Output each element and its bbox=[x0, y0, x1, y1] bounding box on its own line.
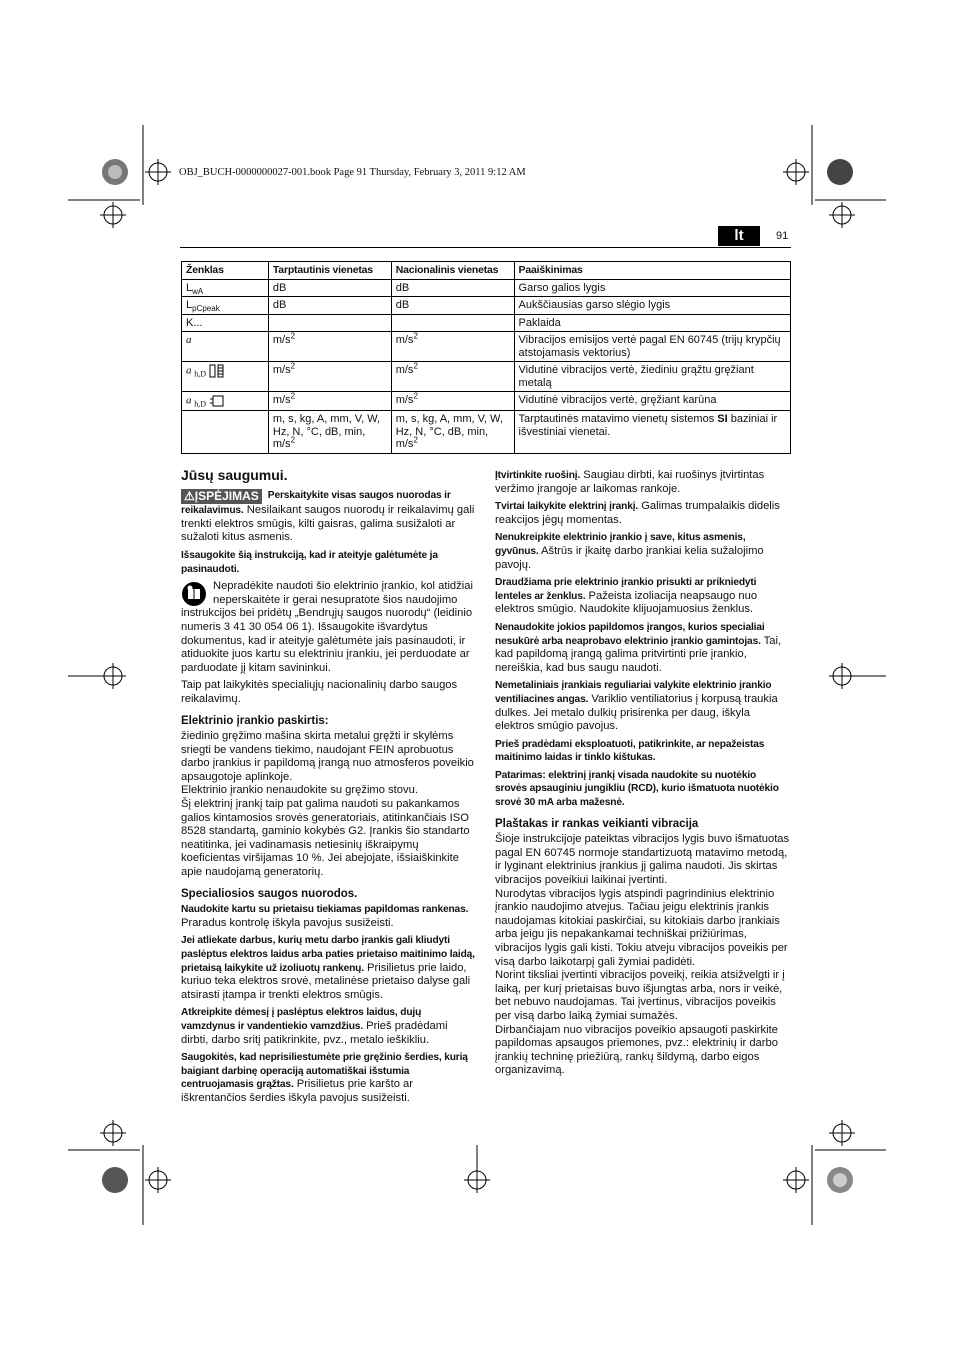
intl-unit-cell: dB bbox=[268, 297, 391, 315]
col-header: Ženklas bbox=[182, 262, 269, 280]
safety-item: Draudžiama prie elektrinio įrankio prisukti ar prikniedyti lenteles ar ženklus. Pažeista izoliacija neapsaugo nuo elektros smūgio. Naudokite klijuojamuosius ženklus. bbox=[495, 577, 758, 616]
vibration-1: Šioje instrukcijoje pateiktas vibracijos lygis buvo išmatuotas pagal EN 60745 normoje standartizuotą matavimo metodą, ir lyginant elektrinius įrankius jį galima naudoti. Jis skirtas vibracijos poveikiui laikinai įvertinti. bbox=[495, 833, 790, 887]
core-drill-icon bbox=[209, 364, 225, 378]
explanation-cell: Vibracijos emisijos vertė pagal EN 60745 (trijų krypčių atstojamasis vektorius) bbox=[514, 332, 790, 362]
file-info: OBJ_BUCH-0000000027-001.book Page 91 Thursday, February 3, 2011 9:12 AM bbox=[179, 167, 526, 178]
nat-unit-cell: dB bbox=[391, 279, 514, 297]
safety-item: Patarimas: elektrinį įrankį visada naudokite su nuotėkio srovės apsauginiu jungikliu (RCD), kurio išmatuota nuotėkio srovė 30 mA arba mažesnė. bbox=[495, 769, 779, 809]
left-column bbox=[181, 469, 475, 1110]
intl-unit-cell bbox=[268, 314, 391, 332]
explanation-cell: Vidutinė vibracijos vertė, gręžiant karūna bbox=[514, 392, 790, 411]
safety-item: Jei atliekate darbus, kurių metu darbo įrankis gali kliudyti paslėptus elektros laidus arba paties prietaiso maitinimo laidą, prietaisą laikykite už izoliuotų rankenų. Prisilietus prie laido, kuriuo teka elektros srovė, metalinėse prietaiso dalyse gali atsirasti įtampa ir trenkti elektros smūgis. bbox=[181, 935, 475, 1001]
safety-item: Įtvirtinkite ruošinį. Saugiau dirbti, kai ruošinys įtvirtintas veržimo įrangoje ar laikomas rankoje. bbox=[495, 469, 765, 495]
vibration-3: Norint tiksliai įvertinti vibracijos poveikį, reikia atsižvelgti ir į laiką, per kurį prietaisas buvo išjungtas arba, nors ir veikė, bet nebuvo naudojamas. Tai įvertinus, vibracijos poveikis per visą darbo laiką žymiai sumažės. bbox=[495, 969, 785, 1022]
nat-unit-cell: $m/s^2$ bbox=[391, 362, 514, 392]
symbol-cell: a bbox=[182, 332, 269, 362]
purpose-2: Elektrinio įrankio nenaudokite su gręžimo stovu. bbox=[181, 784, 418, 797]
warning-badge: ⚠ĮSPĖJIMAS bbox=[181, 489, 262, 505]
safety-item: Nemetaliniais įrankiais reguliariai valykite elektrinio įrankio ventiliacines angas. Variklio ventiliatorius į korpusą traukia dulkes. Jei metalo dulkių prisirenka per daug, iškyla elektros smūgio pavojus. bbox=[495, 680, 778, 733]
warning-triangle-icon: ⚠ bbox=[184, 488, 195, 503]
nat-unit-cell bbox=[391, 314, 514, 332]
col-header: Tarptautinis vienetas bbox=[268, 262, 391, 280]
safety-item: Naudokite kartu su prietaisu tiekiamas papildomas rankenas. Praradus kontrolę iškyla pavojus susižeisti. bbox=[181, 904, 469, 929]
vibration-4: Dirbančiajam nuo vibracijos poveikio apsaugoti paskirkite papildomas apsaugos priemones, pvz.: elektrinių ir darbo įrankių techninę priežiūrą, rankų šildymą, darbo eigos organizavimą. bbox=[495, 1023, 778, 1077]
col-header: Nacionalinis vienetas bbox=[391, 262, 514, 280]
symbol-cell: a $_{h,D}$ bbox=[182, 392, 269, 411]
intl-unit-cell: $m/s^2$ bbox=[268, 332, 391, 362]
vibration-2: Nurodytas vibracijos lygis atspindi pagrindinius elektrinio įrankio naudojimo atvejus. Tačiau jeigu elektrinis įrankis naudojamas kitokiai paskirčiai, su kitokiais darbo įrankiais arba jeigu jis nepakankamai techniškai prižiūrimas, vibracijos lygis gali kisti. Tokiu atveju vibracijos poveikis per visą darbo laikotarpį gali žymiai padidėti. bbox=[495, 887, 788, 968]
nat-unit-cell: $m/s^2$ bbox=[391, 332, 514, 362]
nat-unit-cell: $m/s^2$ bbox=[391, 392, 514, 411]
symbol-cell: $L_{wA}$ bbox=[182, 279, 269, 297]
purpose-title: Elektrinio įrankio paskirtis: bbox=[181, 714, 329, 727]
safety-item: Saugokitės, kad neprisiliestumėte prie gręžinio šerdies, kurią baigiant darbinę operaciją automatiškai išstumia centruojamasis grąžtas. Prisilietus prie karšto ar iškrentančios šerdies iškyla pavojus susižeisti. bbox=[181, 1052, 468, 1104]
table-row bbox=[182, 332, 791, 362]
nat-unit-cell: m, s, kg, A, mm, V, W, Hz, N, °C, dB, min, $m/s^2$ bbox=[391, 411, 514, 454]
safety-item: Nenaudokite jokios papildomos įrangos, kurios specialiai nesukūrė arba neaprobavo elektrinio įrankio gamintojas. Tai, kad papildomą įrangą galima pritvirtinti prie įrankio, nereiškia, kad bus saugu naudoti. bbox=[495, 621, 782, 674]
header-rule bbox=[180, 247, 791, 248]
safety-item: Prieš pradėdami eksploatuoti, patikrinkite, ar nepažeistas maitinimo laidas ir tinklo kištukas. bbox=[495, 738, 765, 764]
safety-item: Atkreipkite dėmesį į paslėptus elektros laidus, dujų vamzdynus ir vandentiekio vamzdžius. Prieš pradėdami dirbti, darbo sritį patikrinkite, pvz., metalo ieškikliu. bbox=[181, 1007, 448, 1046]
symbol-cell: a $_{h,D}$ bbox=[182, 362, 269, 392]
purpose-3: Šį elektrinį įrankį taip pat galima naudoti su pakankamos galios kintamosios srovės generatoriais, atitinkančiais ISO 8528 standartą, gaminio kokybės G2. Įrankis šio standarto neatitinka, jei vadinamasis netiesinių iškraipymų koeficientas viršijamas 10 %. Jei abejojate, išsiaiškinkite apie naudojamą generatorių. bbox=[181, 798, 470, 879]
table-row bbox=[182, 392, 791, 411]
language-tab: lt bbox=[718, 226, 760, 246]
safety-item: Nenukreipkite elektrinio įrankio į save, kitus asmenis, gyvūnus. Aštrūs ir įkaitę darbo įrankiai kelia sužalojimo pavojų. bbox=[495, 532, 764, 571]
symbol-table bbox=[181, 261, 791, 454]
intl-unit-cell: $m/s^2$ bbox=[268, 362, 391, 392]
table-row bbox=[182, 297, 791, 315]
table-row bbox=[182, 279, 791, 297]
intl-unit-cell: $m/s^2$ bbox=[268, 392, 391, 411]
explanation-cell: Paklaida bbox=[514, 314, 790, 332]
table-row bbox=[182, 411, 791, 454]
read-manual-paragraph: Nepradėkite naudoti šio elektrinio įrankio, kol atidžiai neperskaitėte ir gerai nesupratote šios naudojimo instrukcijos bei pridėtų „Bendrųjų saugos nuorodų“ (leidinio numeris 3 41 30 054 06 1). Išsaugokite išvardytus dokumentus, kad ir ateityje galėtumėte jais pasinaudoti, ir atiduokite juos kartu su elektriniu įrankiu, jei perduodate ar parduodate jį kitam savininkui. bbox=[181, 580, 473, 674]
explanation-cell: Aukščiausias garso slėgio lygis bbox=[514, 297, 790, 315]
national-rules: Taip pat laikykitės specialiųjų nacionalinių darbo saugos reikalavimų. bbox=[181, 679, 458, 705]
right-column bbox=[495, 469, 790, 1082]
keep-instructions: Išsaugokite šią instrukciją, kad ir ateityje galėtumėte ja pasinaudoti. bbox=[181, 549, 438, 575]
intl-unit-cell: dB bbox=[268, 279, 391, 297]
nat-unit-cell: dB bbox=[391, 297, 514, 315]
warning-paragraph: ⚠ĮSPĖJIMAS Perskaitykite visas saugos nuorodas ir reikalavimus. Nesilaikant saugos nuorodų ir reikalavimų gali trenkti elektros smūgis, kilti gaisras, galima susižaloti ar sužaloti kitus asmenis. bbox=[181, 488, 475, 544]
crown-drill-icon bbox=[209, 394, 225, 408]
page-number: 91 bbox=[776, 230, 789, 242]
table-row bbox=[182, 362, 791, 392]
read-manual-icon bbox=[181, 581, 207, 607]
explanation-cell: Vidutinė vibracijos vertė, žiediniu grąžtu gręžiant metalą bbox=[514, 362, 790, 392]
purpose-1: žiedinio gręžimo mašina skirta metalui gręžti ir skylėms sriegti be vandens tiekimo, naudojant FEIN aprobuotus darbo įrankius ir papildomą įrangą nuo atmosferos poveikio apsaugotoje aplinkoje. bbox=[181, 730, 474, 783]
symbol-cell: K... bbox=[182, 314, 269, 332]
special-title: Specialiosios saugos nuorodos. bbox=[181, 887, 358, 900]
vibration-title: Plaštakas ir rankas veikianti vibracija bbox=[495, 817, 699, 830]
section-title: Jūsų saugumui. bbox=[181, 467, 288, 483]
table-header-row bbox=[182, 262, 791, 280]
explanation-cell: Garso galios lygis bbox=[514, 279, 790, 297]
explanation-cell: Tarptautinės matavimo vienetų sistemos SI baziniai ir išvestiniai vienetai. bbox=[514, 411, 790, 454]
symbol-cell bbox=[182, 411, 269, 454]
col-header: Paaiškinimas bbox=[514, 262, 790, 280]
symbol-cell: $L_{pCpeak}$ bbox=[182, 297, 269, 315]
intl-unit-cell: m, s, kg, A, mm, V, W, Hz, N, °C, dB, min, $m/s^2$ bbox=[268, 411, 391, 454]
safety-item: Tvirtai laikykite elektrinį įrankį. Galimas trumpalaikis didelis reakcijos jėgų momentas. bbox=[495, 500, 780, 526]
table-row bbox=[182, 314, 791, 332]
